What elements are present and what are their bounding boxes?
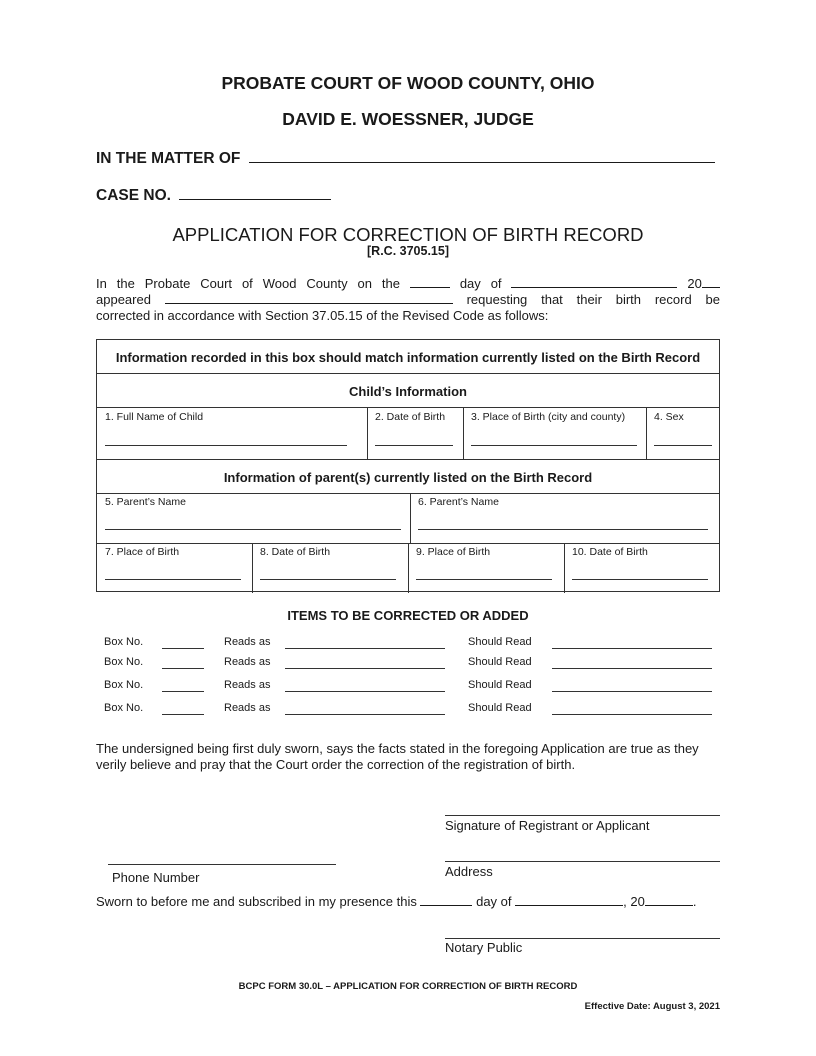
row-box-field[interactable] [162,668,204,669]
year-prefix: 20 [687,276,702,291]
intro-word: of [490,276,502,291]
year-field[interactable] [702,287,720,288]
parent2-dob-caption: 10. Date of Birth [572,546,648,558]
parent2-dob-field[interactable] [572,579,708,580]
row-box-field[interactable] [162,691,204,692]
row-reads-field[interactable] [285,668,445,669]
child-dob-field[interactable] [375,445,453,446]
form-title: APPLICATION FOR CORRECTION OF BIRTH RECORD [172,224,644,245]
registrant-signature-label: Signature of Registrant or Applicant [445,818,650,833]
child-sex-field[interactable] [654,445,712,446]
sworn-year-field[interactable] [645,905,693,906]
child-sex-caption: 4. Sex [654,411,684,423]
sworn-text: day of [476,894,512,909]
row-reads-label: Reads as [224,636,271,648]
row-reads-label: Reads as [224,679,271,691]
row-reads-field[interactable] [285,691,445,692]
row-box-label: Box No. [104,679,144,691]
parent1-name-caption: 5. Parent’s Name [105,496,186,508]
intro-word: be [705,292,720,307]
parent2-name-field[interactable] [418,529,708,530]
month-field[interactable] [511,287,677,288]
corrections-title: ITEMS TO BE CORRECTED OR ADDED [287,608,529,623]
row-should-field[interactable] [552,691,712,692]
child-name-caption: 1. Full Name of Child [105,411,204,423]
intro-line-2 [96,292,720,308]
parent2-name-caption: 6. Parent’s Name [418,496,499,508]
child-pob-caption: 3. Place of Birth (city and county) [471,411,626,423]
intro-word: on [357,276,372,291]
intro-word: that [541,292,563,307]
case-number-field[interactable] [179,199,331,200]
intro-word: Court [200,276,233,291]
registrant-signature-field[interactable] [445,815,720,816]
child-name-field[interactable] [105,445,347,446]
row-reads-label: Reads as [224,656,271,668]
box-header: Information recorded in this box should match information currently listed on the Birth Record [115,350,701,365]
parent-section-title: Information of parent(s) currently listed on the Birth Record [223,470,593,485]
parent1-name-field[interactable] [105,529,401,530]
phone-field[interactable] [108,864,336,865]
row-box-label: Box No. [104,702,144,714]
row-should-field[interactable] [552,668,712,669]
address-field[interactable] [445,861,720,862]
oath-statement: The undersigned being first duly sworn, says the facts stated in the foregoing Application are true as they verily believe and pray that the Court order the correction of the registration of birth. [96,741,699,772]
row-should-field[interactable] [552,714,712,715]
judge-name: DAVID E. WOESSNER, JUDGE [282,109,534,129]
case-label: CASE NO. [96,187,171,204]
matter-label: IN THE MATTER OF [96,150,241,167]
intro-word: In [96,276,107,291]
row-box-field[interactable] [162,714,204,715]
intro-word: Probate [144,276,191,291]
notary-label: Notary Public [445,940,523,955]
intro-word: Wood [262,276,297,291]
intro-word: County [306,276,348,291]
sworn-text: . [692,894,697,909]
matter-row [96,150,715,168]
day-field[interactable] [410,287,450,288]
intro-word: requesting [466,292,528,307]
sworn-statement [96,894,696,909]
row-reads-field[interactable] [285,714,445,715]
sworn-text: Sworn to before me and subscribed in my presence this [96,894,417,909]
row-box-label: Box No. [104,656,144,668]
intro-word: the [381,276,400,291]
row-should-label: Should Read [468,702,532,714]
intro-word: their [576,292,602,307]
address-label: Address [445,864,493,879]
row-should-label: Should Read [468,656,532,668]
phone-label: Phone Number [112,870,200,885]
matter-field[interactable] [249,162,715,163]
parent1-pob-field[interactable] [105,579,241,580]
sworn-text: , 20 [623,894,645,909]
sworn-month-field[interactable] [515,905,623,906]
parent1-dob-field[interactable] [260,579,396,580]
intro-line-1 [96,276,720,292]
row-should-label: Should Read [468,636,532,648]
parent1-dob-caption: 8. Date of Birth [260,546,331,558]
parent2-pob-caption: 9. Place of Birth [416,546,491,558]
child-dob-caption: 2. Date of Birth [375,411,446,423]
row-should-label: Should Read [468,679,532,691]
intro-word: appeared [96,292,151,307]
intro-word: day [459,276,481,291]
row-reads-field[interactable] [285,648,445,649]
intro-word: record [654,292,692,307]
case-row [96,187,331,205]
intro-line-3: corrected in accordance with Section 37.05.15 of the Revised Code as follows: [96,308,549,323]
statute-reference: [R.C. 3705.15] [367,244,449,258]
intro-word: of [241,276,253,291]
notary-signature-field[interactable] [445,938,720,939]
intro-word: birth [615,292,642,307]
row-should-field[interactable] [552,648,712,649]
row-box-label: Box No. [104,636,144,648]
birth-record-box [96,339,720,592]
form-footer: BCPC FORM 30.0L – APPLICATION FOR CORRECTION OF BIRTH RECORD [238,981,578,992]
child-pob-field[interactable] [471,445,637,446]
intro-word: the [116,276,135,291]
parent2-pob-field[interactable] [416,579,552,580]
court-title: PROBATE COURT OF WOOD COUNTY, OHIO [221,73,595,93]
applicant-name-field[interactable] [165,303,453,304]
effective-date: Effective Date: August 3, 2021 [584,1001,720,1012]
row-box-field[interactable] [162,648,204,649]
sworn-day-field[interactable] [420,905,472,906]
parent1-pob-caption: 7. Place of Birth [105,546,180,558]
child-section-title: Child’s Information [349,384,467,399]
row-reads-label: Reads as [224,702,271,714]
